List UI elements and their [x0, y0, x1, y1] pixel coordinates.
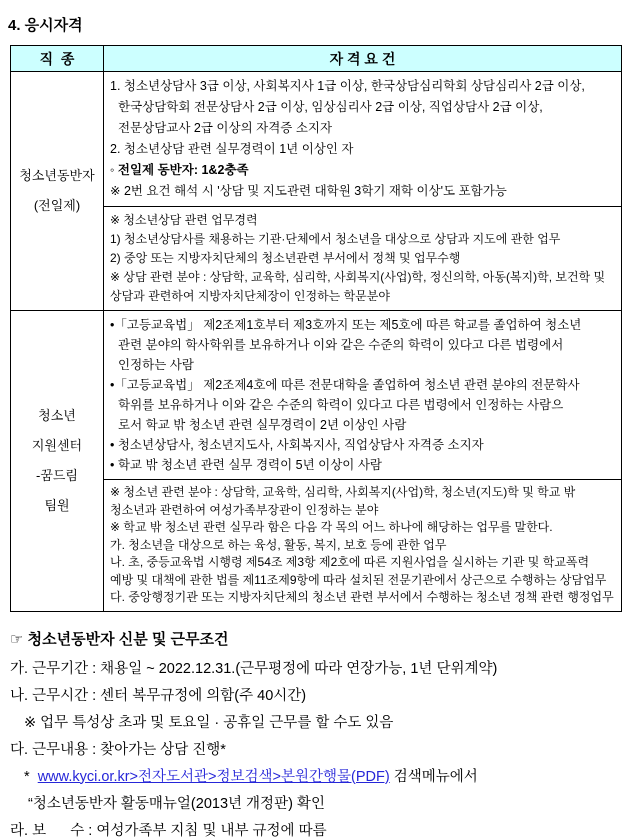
text-line: 다. 근무내용 : 찾아가는 상담 진행*	[10, 741, 226, 758]
text-line: 가. 청소년을 대상으로 하는 육성, 활동, 복지, 보호 등에 관한 업무	[110, 537, 447, 552]
text-line: 한국상담학회 전문상담사 2급 이상, 임상심리사 2급 이상, 직업상담사 2급 이상,	[118, 100, 543, 114]
text-segment: *	[24, 768, 38, 785]
job-cell-support-center-member	[11, 311, 104, 612]
text-line: ◦ 전일제 동반자: 1&2충족	[110, 163, 249, 177]
work-conditions-heading	[10, 628, 633, 649]
text-line: 다. 중앙행정기관 또는 지방자치단체의 청소년 관련 부서에서 수행하는 청소년 정책 관련 행정업무	[110, 590, 614, 604]
column-header-job: 직 종	[11, 46, 104, 72]
text-line: 인정하는 사람	[118, 358, 194, 372]
text-line: 1) 청소년상담사를 채용하는 기관·단체에서 청소년을 대상으로 상담과 지도에 관한 업무	[110, 232, 561, 246]
text-line: 지원센터	[31, 437, 83, 453]
text-line: ※ 청소년 관련 분야 : 상담학, 교육학, 심리학, 사회복지(사업)학, 청소년(지도)학 및 학교 밖	[110, 485, 576, 499]
text-line: 가. 근무기간 : 채용일 ~ 2022.12.31.(근무평정에 따라 연장가능, 1년 단위계약)	[10, 660, 498, 677]
text-line: 학위를 보유하거나 이와 같은 수준의 학력이 있다고 다른 법령에서 인정하는 사람으	[118, 398, 564, 412]
text-line: 청소년	[38, 407, 76, 423]
requirements-cell-support-notes	[104, 480, 622, 612]
requirements-cell-support-main	[104, 311, 622, 480]
text-line: 로서 학교 밖 청소년 관련 실무경력이 2년 이상인 사람	[118, 418, 407, 432]
text-line: 예방 및 대책에 관한 법를 제11조제9항에 따라 설치된 전문기관에서 상근으로 수행하는 상담업무	[110, 572, 607, 587]
column-header-requirements: 자 격 요 건	[104, 46, 622, 72]
pointing-hand-icon: ☞	[10, 630, 24, 648]
text-segment: 검색메뉴에서	[389, 768, 478, 785]
text-line: 상담과 관련하여 지방자치단체장이 인정하는 학문분야	[110, 289, 390, 303]
page-title: 4. 응시자격	[8, 17, 83, 34]
text-line: 나. 근무시간 : 센터 복무규정에 의함(주 40시간)	[10, 687, 307, 704]
text-line: “청소년동반자 활동매뉴얼(2013년 개정판) 확인	[28, 795, 325, 812]
text-line: 청소년과 관련하여 여성가족부장관이 인정하는 분야	[110, 502, 379, 517]
text-line: 팀원	[44, 497, 70, 513]
text-line: 관련 분야의 학사학위를 보유하거나 이와 같은 수준의 학력이 있다고 다른 법령에서	[118, 338, 564, 352]
text-line: ※ 학교 밖 청소년 관련 실무라 함은 다음 각 목의 어느 하나에 해당하는 업무를 말한다.	[110, 520, 553, 534]
text-line: ※ 청소년상담 관련 업무경력	[110, 213, 258, 227]
requirements-cell-companion-main	[104, 72, 622, 207]
table-row	[11, 72, 622, 207]
text-line: 2) 중앙 또는 지방자치단체의 청소년관련 부서에서 정책 및 업무수행	[110, 251, 461, 265]
text-line: (전일제)	[33, 198, 81, 213]
table-row	[11, 311, 622, 480]
text-line: 나. 초, 중등교육법 시행령 제54조 제3항 제2호에 따른 지원사업을 실시하는 기관 및 학교폭력	[110, 555, 590, 569]
text-line: ※ 상담 관련 분야 : 상담학, 교육학, 심리학, 사회복지(사업)학, 정신의학, 아동(복지)학, 보건학 및	[110, 270, 606, 284]
text-line: 라. 보 수 : 여성가족부 지침 및 내부 규정에 따름	[10, 822, 327, 839]
text-line: -꿈드림	[35, 467, 78, 483]
text-line: 청소년동반자	[19, 168, 95, 184]
text-line: •「고등교육법」 제2조제4호에 따른 전문대학을 졸업하여 청소년 관련 분야의 전문학사	[110, 378, 580, 392]
text-line: ※ 2번 요건 해석 시 '상담 및 지도관련 대학원 3학기 재학 이상'도 포함가능	[110, 184, 507, 198]
text-line	[10, 769, 633, 786]
text-line: • 학교 밖 청소년 관련 실무 경력이 5년 이상이 사람	[110, 458, 383, 472]
kyci-link[interactable]: www.kyci.or.kr>전자도서관>정보검색>본원간행물(PDF)	[37, 768, 390, 785]
work-conditions-list	[10, 661, 633, 839]
job-cell-companion-fulltime	[11, 72, 104, 311]
qualification-table	[10, 45, 622, 612]
text-line: 2. 청소년상담 관련 실무경력이 1년 이상인 자	[110, 142, 354, 156]
requirements-cell-companion-notes	[104, 207, 622, 311]
table-header-row	[11, 46, 622, 72]
text-line: ※ 업무 특성상 초과 및 토요일 · 공휴일 근무를 할 수도 있음	[24, 714, 394, 731]
text-line: • 청소년상담사, 청소년지도사, 사회복지사, 직업상담사 자격증 소지자	[110, 438, 484, 452]
text-line: 전문상담교사 2급 이상의 자격증 소지자	[118, 121, 333, 135]
text-line: •「고등교육법」 제2조제1호부터 제3호까지 또는 제5호에 따른 학교를 졸업하여 청소년	[110, 318, 582, 332]
work-conditions-heading-label: 청소년동반자 신분 및 근무조건	[27, 630, 229, 648]
work-conditions-section	[10, 628, 633, 839]
text-line: 1. 청소년상담사 3급 이상, 사회복지사 1급 이상, 한국상담심리학회 상담심리사 2급 이상,	[110, 79, 585, 93]
